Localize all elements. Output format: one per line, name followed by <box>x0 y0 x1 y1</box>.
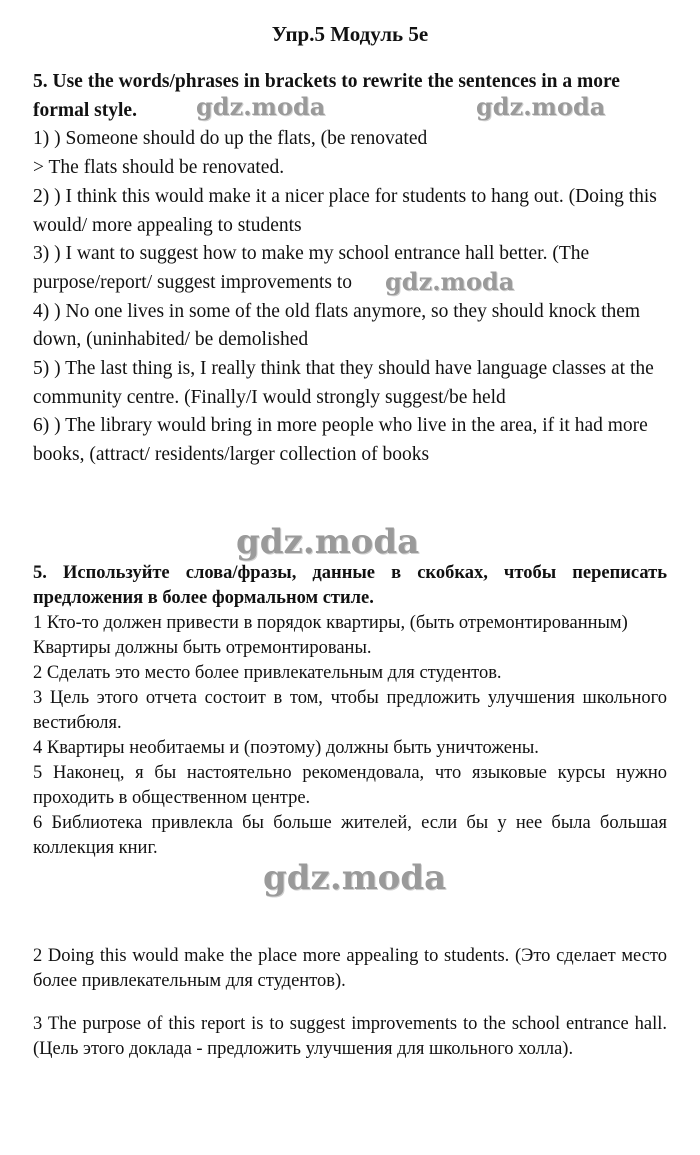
english-line-5: 4) ) No one lives in some of the old flats anymore, so they should knock them down, (uninhabited/ be demolished <box>33 300 641 351</box>
russian-heading: 5. Используйте слова/фразы, данные в скобках, чтобы переписать предложения в более формальном стиле. <box>33 563 667 608</box>
russian-line-1: 1 Кто-то должен привести в порядок квартиры, (быть отремонтированным) <box>33 613 628 633</box>
russian-line-5: 4 Квартиры необитаемы и (поэтому) должны быть уничтожены. <box>33 738 539 758</box>
english-line-4: 3) ) I want to suggest how to make my school entrance hall better. (The purpose/report/ suggest improvements to <box>33 243 590 293</box>
english-heading: 5. Use the words/phrases in brackets to rewrite the sentences in a more formal style. <box>33 71 620 121</box>
watermark: gdz.moda <box>385 267 515 296</box>
watermark: gdz.moda <box>476 92 606 121</box>
english-exercise <box>33 68 667 470</box>
answer-3-text: 3 The purpose of this report is to suggest improvements to the school entrance hall. (Цель этого доклада - предложить улучшения для школьного холла). <box>33 1014 667 1059</box>
answer-3 <box>33 1012 667 1062</box>
page-title: Упр.5 Модуль 5е <box>271 22 429 46</box>
russian-line-3: 2 Сделать это место более привлекательным для студентов. <box>33 663 502 683</box>
answer-2-text: 2 Doing this would make the place more appealing to students. (Это сделает место более привлекательным для студентов). <box>33 946 667 991</box>
watermark: gdz.moda <box>263 858 447 898</box>
russian-line-6: 5 Наконец, я бы настоятельно рекомендовала, что языковые курсы нужно проходить в общественном центре. <box>33 763 667 808</box>
english-line-3: 2) ) I think this would make it a nicer place for students to hang out. (Doing this would/ more appealing to students <box>33 185 657 236</box>
russian-translation <box>33 561 667 861</box>
english-line-6: 5) ) The last thing is, I really think that they should have language classes at the community centre. (Finally/I would strongly suggest/be held <box>33 358 654 408</box>
answer-2 <box>33 944 667 994</box>
russian-line-4: 3 Цель этого отчета состоит в том, чтобы предложить улучшения школьного вестибюля. <box>33 688 667 733</box>
english-line-7: 6) ) The library would bring in more people who live in the area, if it had more books, (attract/ residents/larger collection of books <box>33 415 648 466</box>
russian-line-7: 6 Библиотека привлекла бы больше жителей, если бы у нее была большая коллекция книг. <box>33 813 667 858</box>
russian-line-2: Квартиры должны быть отремонтированы. <box>33 638 372 658</box>
english-line-1: 1) ) Someone should do up the flats, (be renovated <box>33 128 428 150</box>
watermark: gdz.moda <box>196 92 326 121</box>
watermark: gdz.moda <box>236 522 420 562</box>
english-line-2: > The flats should be renovated. <box>33 157 285 179</box>
